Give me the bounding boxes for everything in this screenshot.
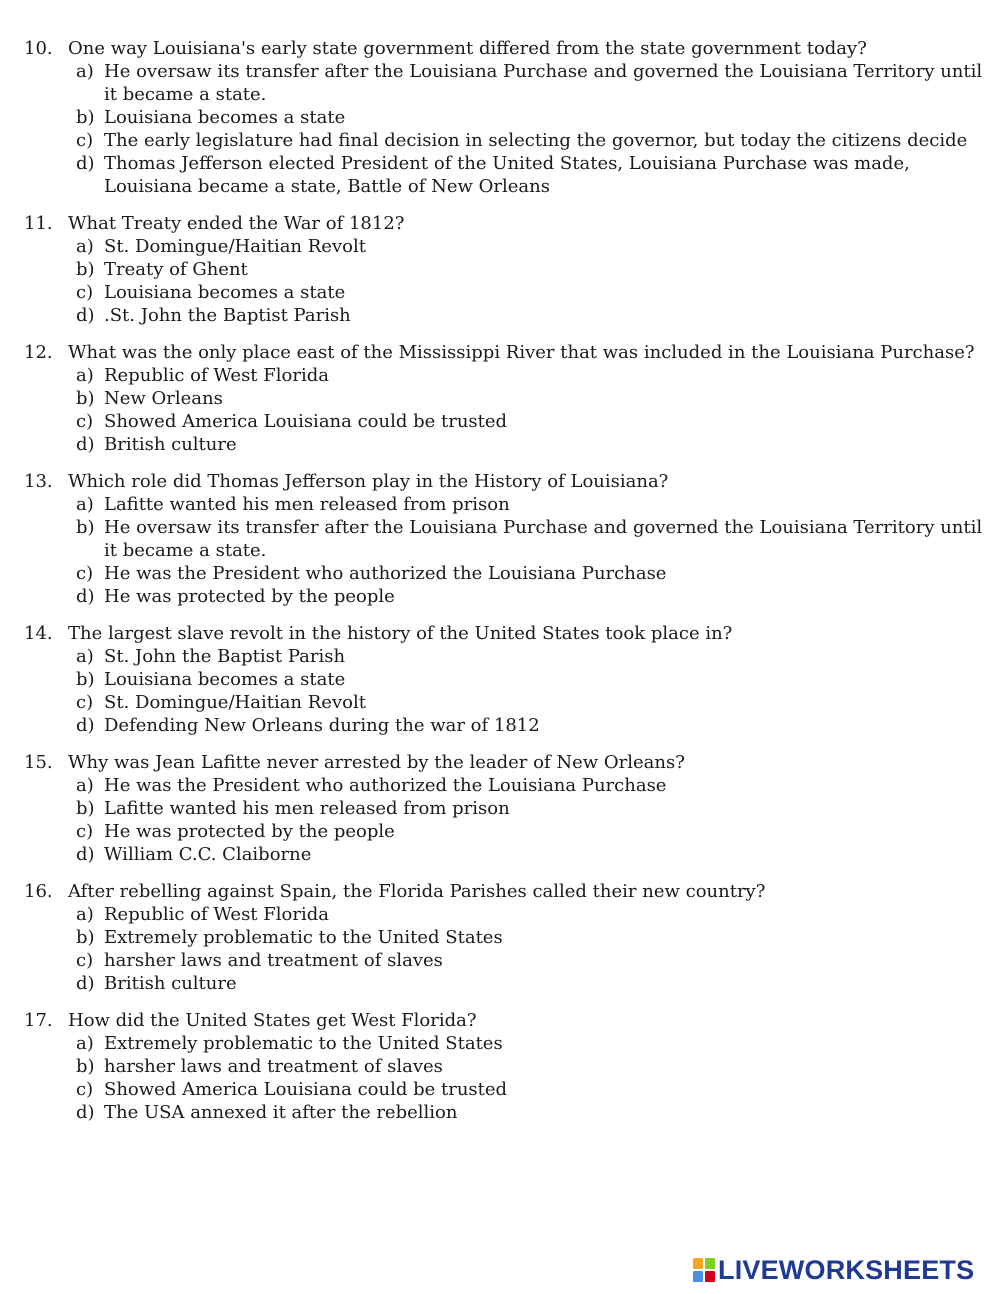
question-line <box>0 37 1000 60</box>
answer-option[interactable] <box>0 668 1000 691</box>
option-text: He was the President who authorized the Louisiana Purchase <box>104 775 667 796</box>
question-text: The largest slave revolt in the history of the United States took place in? <box>68 623 733 644</box>
option-letter: c) <box>76 563 94 584</box>
answer-option[interactable] <box>0 493 1000 516</box>
question-text: How did the United States get West Florida? <box>68 1010 477 1031</box>
option-letter: d) <box>76 973 95 994</box>
option-letter: a) <box>76 61 94 82</box>
logo-text: LIVEWORKSHEETS <box>718 1255 975 1285</box>
answer-options <box>0 364 1000 456</box>
answer-option[interactable] <box>0 797 1000 820</box>
question-14 <box>0 622 1000 737</box>
option-letter: b) <box>76 927 95 948</box>
option-text: Lafitte wanted his men released from prison <box>104 798 510 819</box>
answer-option[interactable] <box>0 1101 1000 1124</box>
option-letter: b) <box>76 1056 95 1077</box>
answer-option[interactable] <box>0 903 1000 926</box>
logo-tile-4 <box>705 1271 715 1282</box>
answer-option[interactable] <box>0 1078 1000 1101</box>
option-text: Louisiana becomes a state <box>104 282 346 303</box>
option-letter: d) <box>76 715 95 736</box>
answer-option[interactable] <box>0 152 1000 198</box>
answer-option[interactable] <box>0 60 1000 106</box>
option-text: The USA annexed it after the rebellion <box>104 1102 458 1123</box>
option-letter: b) <box>76 517 95 538</box>
option-text: harsher laws and treatment of slaves <box>104 950 443 971</box>
option-text: Louisiana becomes a state <box>104 107 346 128</box>
question-text: What Treaty ended the War of 1812? <box>68 213 405 234</box>
question-17 <box>0 1009 1000 1124</box>
option-letter: a) <box>76 775 94 796</box>
answer-option[interactable] <box>0 972 1000 995</box>
option-letter: b) <box>76 798 95 819</box>
answer-option[interactable] <box>0 949 1000 972</box>
question-12 <box>0 341 1000 456</box>
question-13 <box>0 470 1000 608</box>
option-letter: c) <box>76 411 94 432</box>
answer-option[interactable] <box>0 843 1000 866</box>
option-text: New Orleans <box>104 388 223 409</box>
option-letter: d) <box>76 844 95 865</box>
answer-option[interactable] <box>0 258 1000 281</box>
question-line <box>0 622 1000 645</box>
question-line <box>0 751 1000 774</box>
answer-options <box>0 645 1000 737</box>
option-text: Lafitte wanted his men released from prison <box>104 494 510 515</box>
option-letter: c) <box>76 130 94 151</box>
answer-option[interactable] <box>0 304 1000 327</box>
question-line <box>0 880 1000 903</box>
answer-option[interactable] <box>0 387 1000 410</box>
option-letter: b) <box>76 669 95 690</box>
question-number: 14. <box>24 623 53 644</box>
option-text: Thomas Jefferson elected President of the United States, Louisiana Purchase was made, Louisiana became a state, Battle of New Orleans <box>104 153 910 197</box>
answer-option[interactable] <box>0 106 1000 129</box>
option-letter: a) <box>76 1033 94 1054</box>
question-line <box>0 212 1000 235</box>
option-text: He oversaw its transfer after the Louisiana Purchase and governed the Louisiana Territory until it became a state. <box>104 517 983 561</box>
option-text: .St. John the Baptist Parish <box>104 305 351 326</box>
answer-option[interactable] <box>0 585 1000 608</box>
question-line <box>0 470 1000 493</box>
answer-option[interactable] <box>0 774 1000 797</box>
option-letter: d) <box>76 305 95 326</box>
option-letter: a) <box>76 646 94 667</box>
option-letter: c) <box>76 282 94 303</box>
option-text: Republic of West Florida <box>104 904 329 925</box>
option-letter: d) <box>76 153 95 174</box>
option-letter: d) <box>76 434 95 455</box>
question-number: 15. <box>24 752 53 773</box>
option-text: Extremely problematic to the United States <box>104 927 503 948</box>
logo-tile-2 <box>705 1258 715 1269</box>
answer-option[interactable] <box>0 1055 1000 1078</box>
option-text: British culture <box>104 434 237 455</box>
option-letter: a) <box>76 904 94 925</box>
question-16 <box>0 880 1000 995</box>
question-text: Which role did Thomas Jefferson play in the History of Louisiana? <box>68 471 669 492</box>
answer-options <box>0 493 1000 608</box>
answer-option[interactable] <box>0 516 1000 562</box>
answer-option[interactable] <box>0 714 1000 737</box>
answer-options <box>0 903 1000 995</box>
answer-option[interactable] <box>0 433 1000 456</box>
option-letter: a) <box>76 365 94 386</box>
logo-tile-3 <box>693 1271 703 1282</box>
answer-option[interactable] <box>0 410 1000 433</box>
answer-options <box>0 1032 1000 1124</box>
option-text: The early legislature had final decision in selecting the governor, but today the citizens decide <box>104 130 968 151</box>
question-number: 10. <box>24 38 53 59</box>
question-number: 16. <box>24 881 53 902</box>
answer-option[interactable] <box>0 562 1000 585</box>
option-letter: c) <box>76 950 94 971</box>
option-text: Showed America Louisiana could be trusted <box>104 411 508 432</box>
option-letter: a) <box>76 236 94 257</box>
answer-option[interactable] <box>0 281 1000 304</box>
answer-options <box>0 774 1000 866</box>
option-text: William C.C. Claiborne <box>104 844 312 865</box>
answer-options <box>0 60 1000 198</box>
answer-option[interactable] <box>0 1032 1000 1055</box>
option-letter: c) <box>76 1079 94 1100</box>
answer-option[interactable] <box>0 364 1000 387</box>
logo-tile-1 <box>693 1258 703 1269</box>
option-text: Louisiana becomes a state <box>104 669 346 690</box>
question-line <box>0 1009 1000 1032</box>
question-number: 11. <box>24 213 53 234</box>
question-15 <box>0 751 1000 866</box>
option-text: He was protected by the people <box>104 821 395 842</box>
option-letter: a) <box>76 494 94 515</box>
answer-options <box>0 235 1000 327</box>
option-text: Defending New Orleans during the war of 1812 <box>104 715 540 736</box>
option-text: St. Domingue/Haitian Revolt <box>104 236 366 257</box>
option-text: Republic of West Florida <box>104 365 329 386</box>
question-text: One way Louisiana's early state government differed from the state government today? <box>68 38 867 59</box>
option-text: St. Domingue/Haitian Revolt <box>104 692 366 713</box>
question-number: 17. <box>24 1010 53 1031</box>
option-text: British culture <box>104 973 237 994</box>
option-text: He was the President who authorized the Louisiana Purchase <box>104 563 667 584</box>
question-text: What was the only place east of the Mississippi River that was included in the Louisiana Purchase? <box>68 342 975 363</box>
worksheet-questions <box>0 37 1000 1138</box>
option-letter: d) <box>76 1102 95 1123</box>
option-letter: c) <box>76 821 94 842</box>
answer-option[interactable] <box>0 129 1000 152</box>
answer-option[interactable] <box>0 235 1000 258</box>
option-letter: b) <box>76 107 95 128</box>
answer-option[interactable] <box>0 926 1000 949</box>
answer-option[interactable] <box>0 691 1000 714</box>
option-letter: b) <box>76 259 95 280</box>
answer-option[interactable] <box>0 645 1000 668</box>
question-11 <box>0 212 1000 327</box>
question-text: After rebelling against Spain, the Florida Parishes called their new country? <box>68 881 766 902</box>
option-text: Treaty of Ghent <box>104 259 248 280</box>
question-text: Why was Jean Lafitte never arrested by the leader of New Orleans? <box>68 752 685 773</box>
option-letter: c) <box>76 692 94 713</box>
liveworksheets-logo-icon <box>693 1258 715 1282</box>
option-text: Extremely problematic to the United States <box>104 1033 503 1054</box>
option-letter: b) <box>76 388 95 409</box>
option-text: He was protected by the people <box>104 586 395 607</box>
question-number: 13. <box>24 471 53 492</box>
answer-option[interactable] <box>0 820 1000 843</box>
question-number: 12. <box>24 342 53 363</box>
option-text: He oversaw its transfer after the Louisiana Purchase and governed the Louisiana Territory until it became a state. <box>104 61 983 105</box>
question-line <box>0 341 1000 364</box>
option-text: Showed America Louisiana could be trusted <box>104 1079 508 1100</box>
question-10 <box>0 37 1000 198</box>
option-text: St. John the Baptist Parish <box>104 646 346 667</box>
liveworksheets-logo[interactable] <box>693 1256 974 1284</box>
option-letter: d) <box>76 586 95 607</box>
option-text: harsher laws and treatment of slaves <box>104 1056 443 1077</box>
